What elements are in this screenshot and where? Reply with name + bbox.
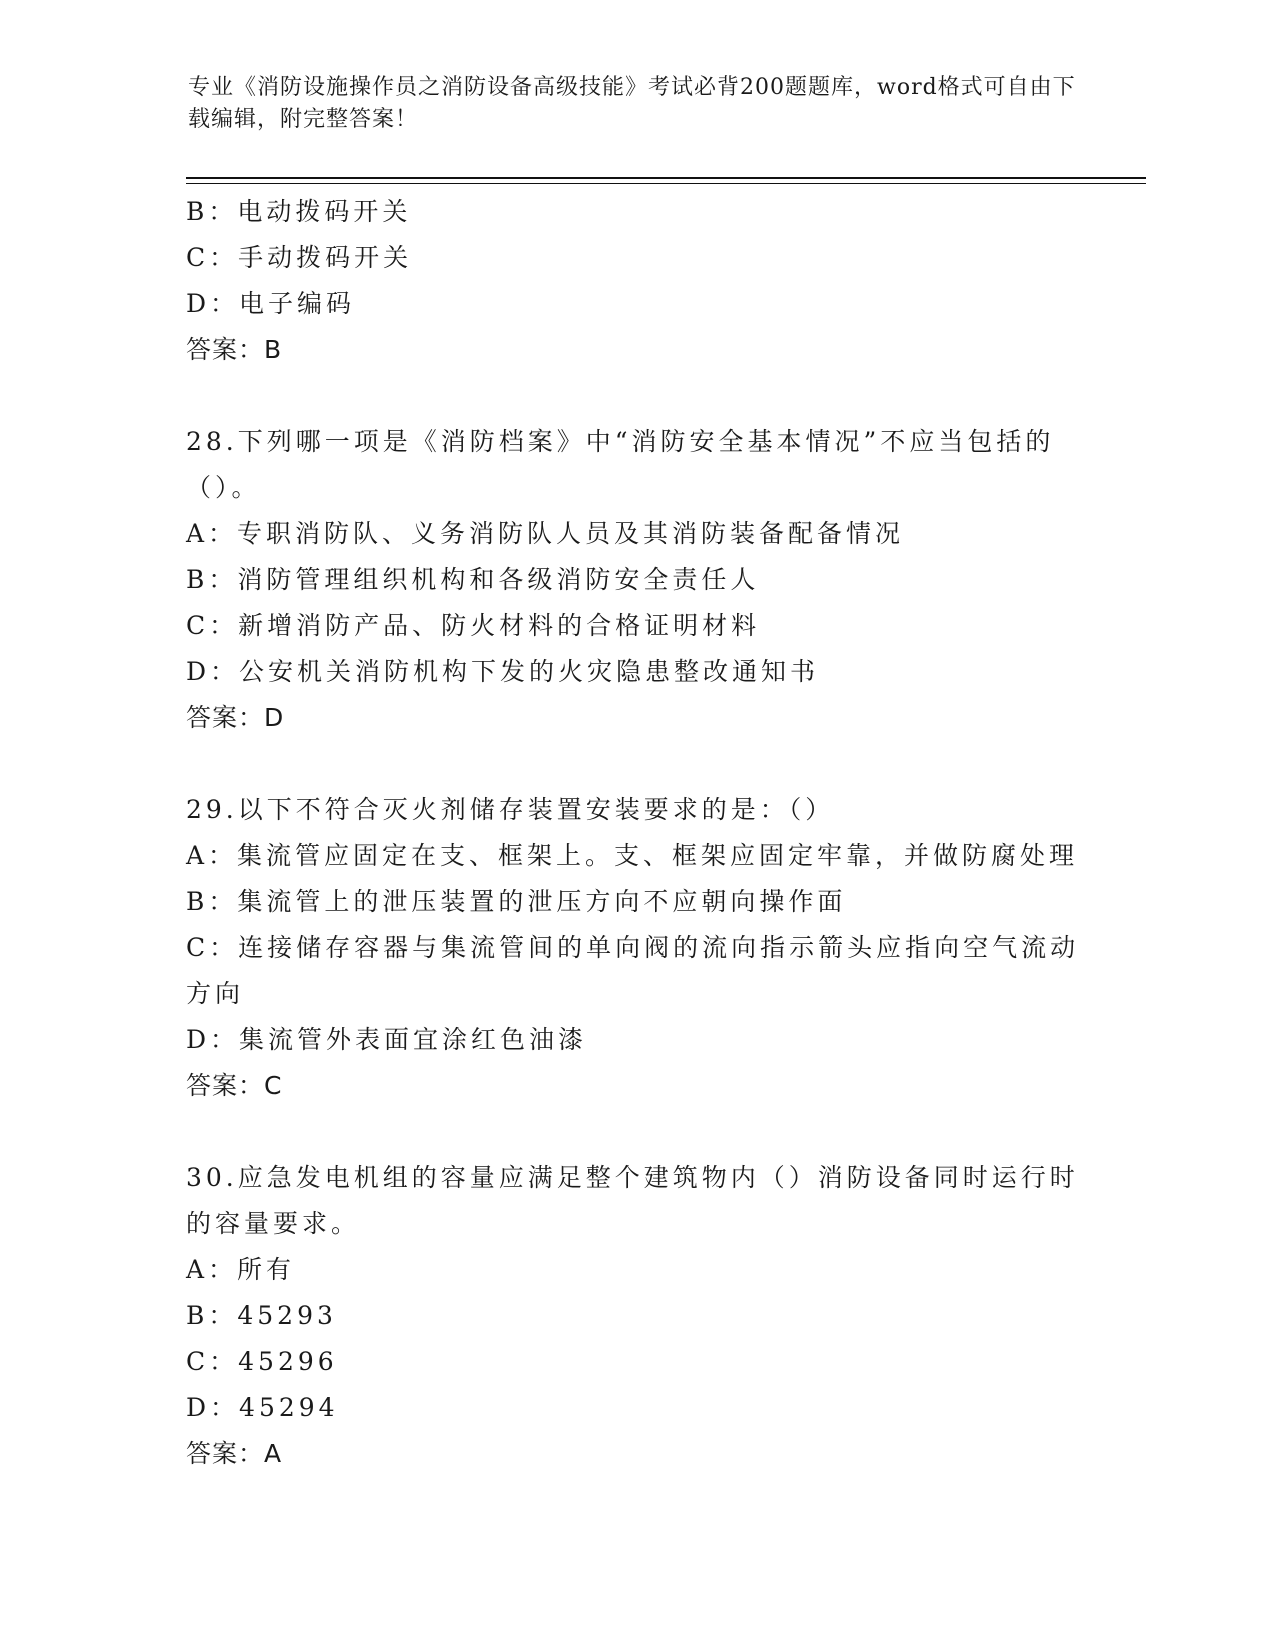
option-b: B：集流管上的泄压装置的泄压方向不应朝向操作面 xyxy=(186,887,847,916)
question-29 xyxy=(186,787,1086,1109)
option-b: B：电动拨码开关 xyxy=(186,197,412,226)
option-d: D：公安机关消防机构下发的火灾隐患整改通知书 xyxy=(186,657,820,686)
option-b: B：消防管理组织机构和各级消防安全责任人 xyxy=(186,565,760,594)
question-stem: 28.下列哪一项是《消防档案》中“消防安全基本情况”不应当包括的（）。 xyxy=(186,427,1055,502)
question-30 xyxy=(186,1155,1086,1477)
option-b: B：45293 xyxy=(186,1301,337,1330)
answer-line: 答案：A xyxy=(186,1439,283,1468)
option-c: C：45296 xyxy=(186,1347,338,1376)
answer-line: 答案：C xyxy=(186,1071,283,1100)
question-28 xyxy=(186,419,1086,741)
option-d: D：电子编码 xyxy=(186,289,356,318)
question-stem: 30.应急发电机组的容量应满足整个建筑物内（）消防设备同时运行时的容量要求。 xyxy=(186,1163,1079,1238)
option-c: C：手动拨码开关 xyxy=(186,243,413,272)
option-d: D：集流管外表面宜涂红色油漆 xyxy=(186,1025,588,1054)
option-d: D：45294 xyxy=(186,1393,339,1422)
page-header: 专业《消防设施操作员之消防设备高级技能》考试必背200题题库，word格式可自由下载编辑，附完整答案！ xyxy=(188,75,1076,132)
option-a: A：集流管应固定在支、框架上。支、框架应固定牢靠，并做防腐处理 xyxy=(186,841,1079,870)
header-rule-thick xyxy=(186,177,1146,179)
answer-line: 答案：B xyxy=(186,335,283,364)
option-a: A：专职消防队、义务消防队人员及其消防装备配备情况 xyxy=(186,519,905,548)
header-rule-thin xyxy=(186,183,1146,184)
answer-line: 答案：D xyxy=(186,703,285,732)
option-c: C：新增消防产品、防火材料的合格证明材料 xyxy=(186,611,761,640)
question-list xyxy=(186,189,1086,1477)
question-stem: 29.以下不符合灭火剂储存装置安装要求的是：（） xyxy=(186,795,835,824)
option-a: A：所有 xyxy=(186,1255,296,1284)
option-c: C：连接储存容器与集流管间的单向阀的流向指示箭头应指向空气流动方向 xyxy=(186,933,1080,1008)
previous-question-tail xyxy=(186,189,1086,373)
